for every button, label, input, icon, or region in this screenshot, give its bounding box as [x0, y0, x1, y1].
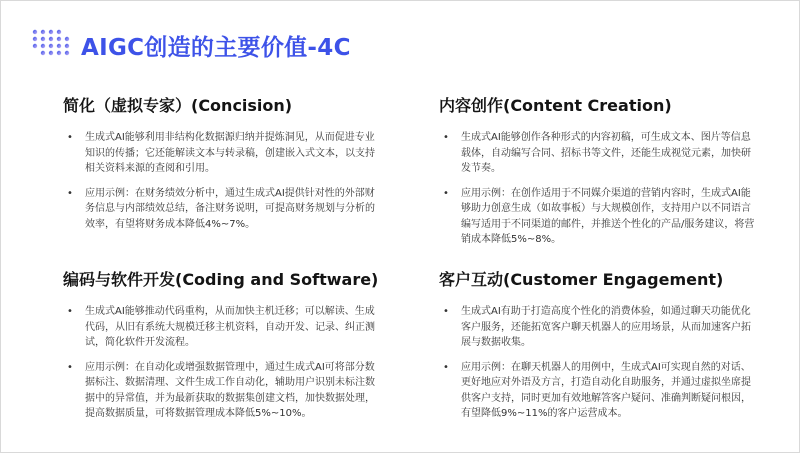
list-item	[439, 360, 759, 422]
list-item	[439, 186, 759, 248]
list-item	[63, 360, 383, 422]
bullet-icon: •	[443, 306, 449, 317]
bullet-text: 应用示例：在自动化或增强数据管理中，通过生成式AI可将部分数据标注、数据清理、文件生成工作自动化，辅助用户识别未标注数据中的异常值，并为最新获取的数据集创建文档，加快数据处理，提高数据质量，可将数据管理成本降低5%~10%。	[85, 361, 375, 419]
bullet-icon: •	[67, 187, 73, 199]
dot-grid-icon	[31, 28, 71, 56]
list-item	[439, 130, 759, 177]
bullet-icon: •	[443, 132, 449, 143]
bullet-icon: •	[443, 361, 449, 373]
section-content-creation	[439, 93, 759, 257]
bullet-text: 应用示例：在财务绩效分析中，通过生成式AI提供针对性的外部财务信息与内部绩效总结，备注财务说明，可提高财务规划与分析的效率，有望将财务成本降低4%~7%。	[85, 187, 375, 230]
bullet-text: 生成式AI能够推动代码重构，从而加快主机迁移；可以解读、生成代码，从旧有系统大规模迁移主机资料，自动开发、记录、纠正测试，简化软件开发流程。	[85, 306, 375, 348]
bullet-list	[63, 130, 383, 232]
bullet-icon: •	[67, 132, 73, 143]
section-customer-engagement	[439, 267, 759, 431]
bullet-list	[439, 130, 759, 248]
list-item	[63, 304, 383, 351]
bullet-text: 应用示例：在聊天机器人的用例中，生成式AI可实现自然的对话、更好地应对外语及方言，打造自动化自助服务，并通过虚拟坐席提供客户支持，同时更加有效地解答客户疑问、准确判断疑问根因，有望降低9%~11%的客户运营成本。	[461, 361, 751, 419]
bullet-list	[63, 304, 383, 422]
bullet-list	[439, 304, 759, 422]
section-coding-software	[63, 267, 383, 431]
section-heading: 内容创作(Content Creation)	[439, 96, 672, 115]
section-heading: 客户互动(Customer Engagement)	[439, 270, 724, 289]
list-item	[439, 304, 759, 351]
bullet-text: 生成式AI有助于打造高度个性化的消费体验，如通过聊天功能优化客户服务，还能拓宽客户聊天机器人的应用场景，从而加速客户拓展与数据收集。	[461, 306, 751, 348]
list-item	[63, 130, 383, 177]
list-item	[63, 186, 383, 233]
section-concision	[63, 93, 383, 241]
section-heading: 简化（虚拟专家）(Concision)	[63, 96, 293, 115]
section-heading: 编码与软件开发(Coding and Software)	[63, 270, 379, 289]
bullet-text: 生成式AI能够利用非结构化数据源归纳并提炼洞见，从而促进专业知识的传播；它还能解读文本与转录稿，创建嵌入式文本，以支持相关资料来源的查阅和引用。	[85, 132, 375, 174]
bullet-icon: •	[443, 187, 449, 199]
bullet-text: 应用示例：在创作适用于不同媒介渠道的营销内容时，生成式AI能够助力创意生成（如故事板）与大规模创作，支持用户以不同语言编写适用于不同渠道的邮件，并推送个性化的产品/服务建议，将营销成本降低5%~8%。	[461, 187, 755, 245]
bullet-icon: •	[67, 361, 73, 373]
slide-title: AIGC创造的主要价值-4C	[81, 35, 351, 61]
bullet-text: 生成式AI能够创作各种形式的内容初稿，可生成文本、图片等信息载体，自动编写合同、招标书等文件，还能生成视觉元素，加快研发节奏。	[461, 132, 751, 174]
bullet-icon: •	[67, 306, 73, 317]
